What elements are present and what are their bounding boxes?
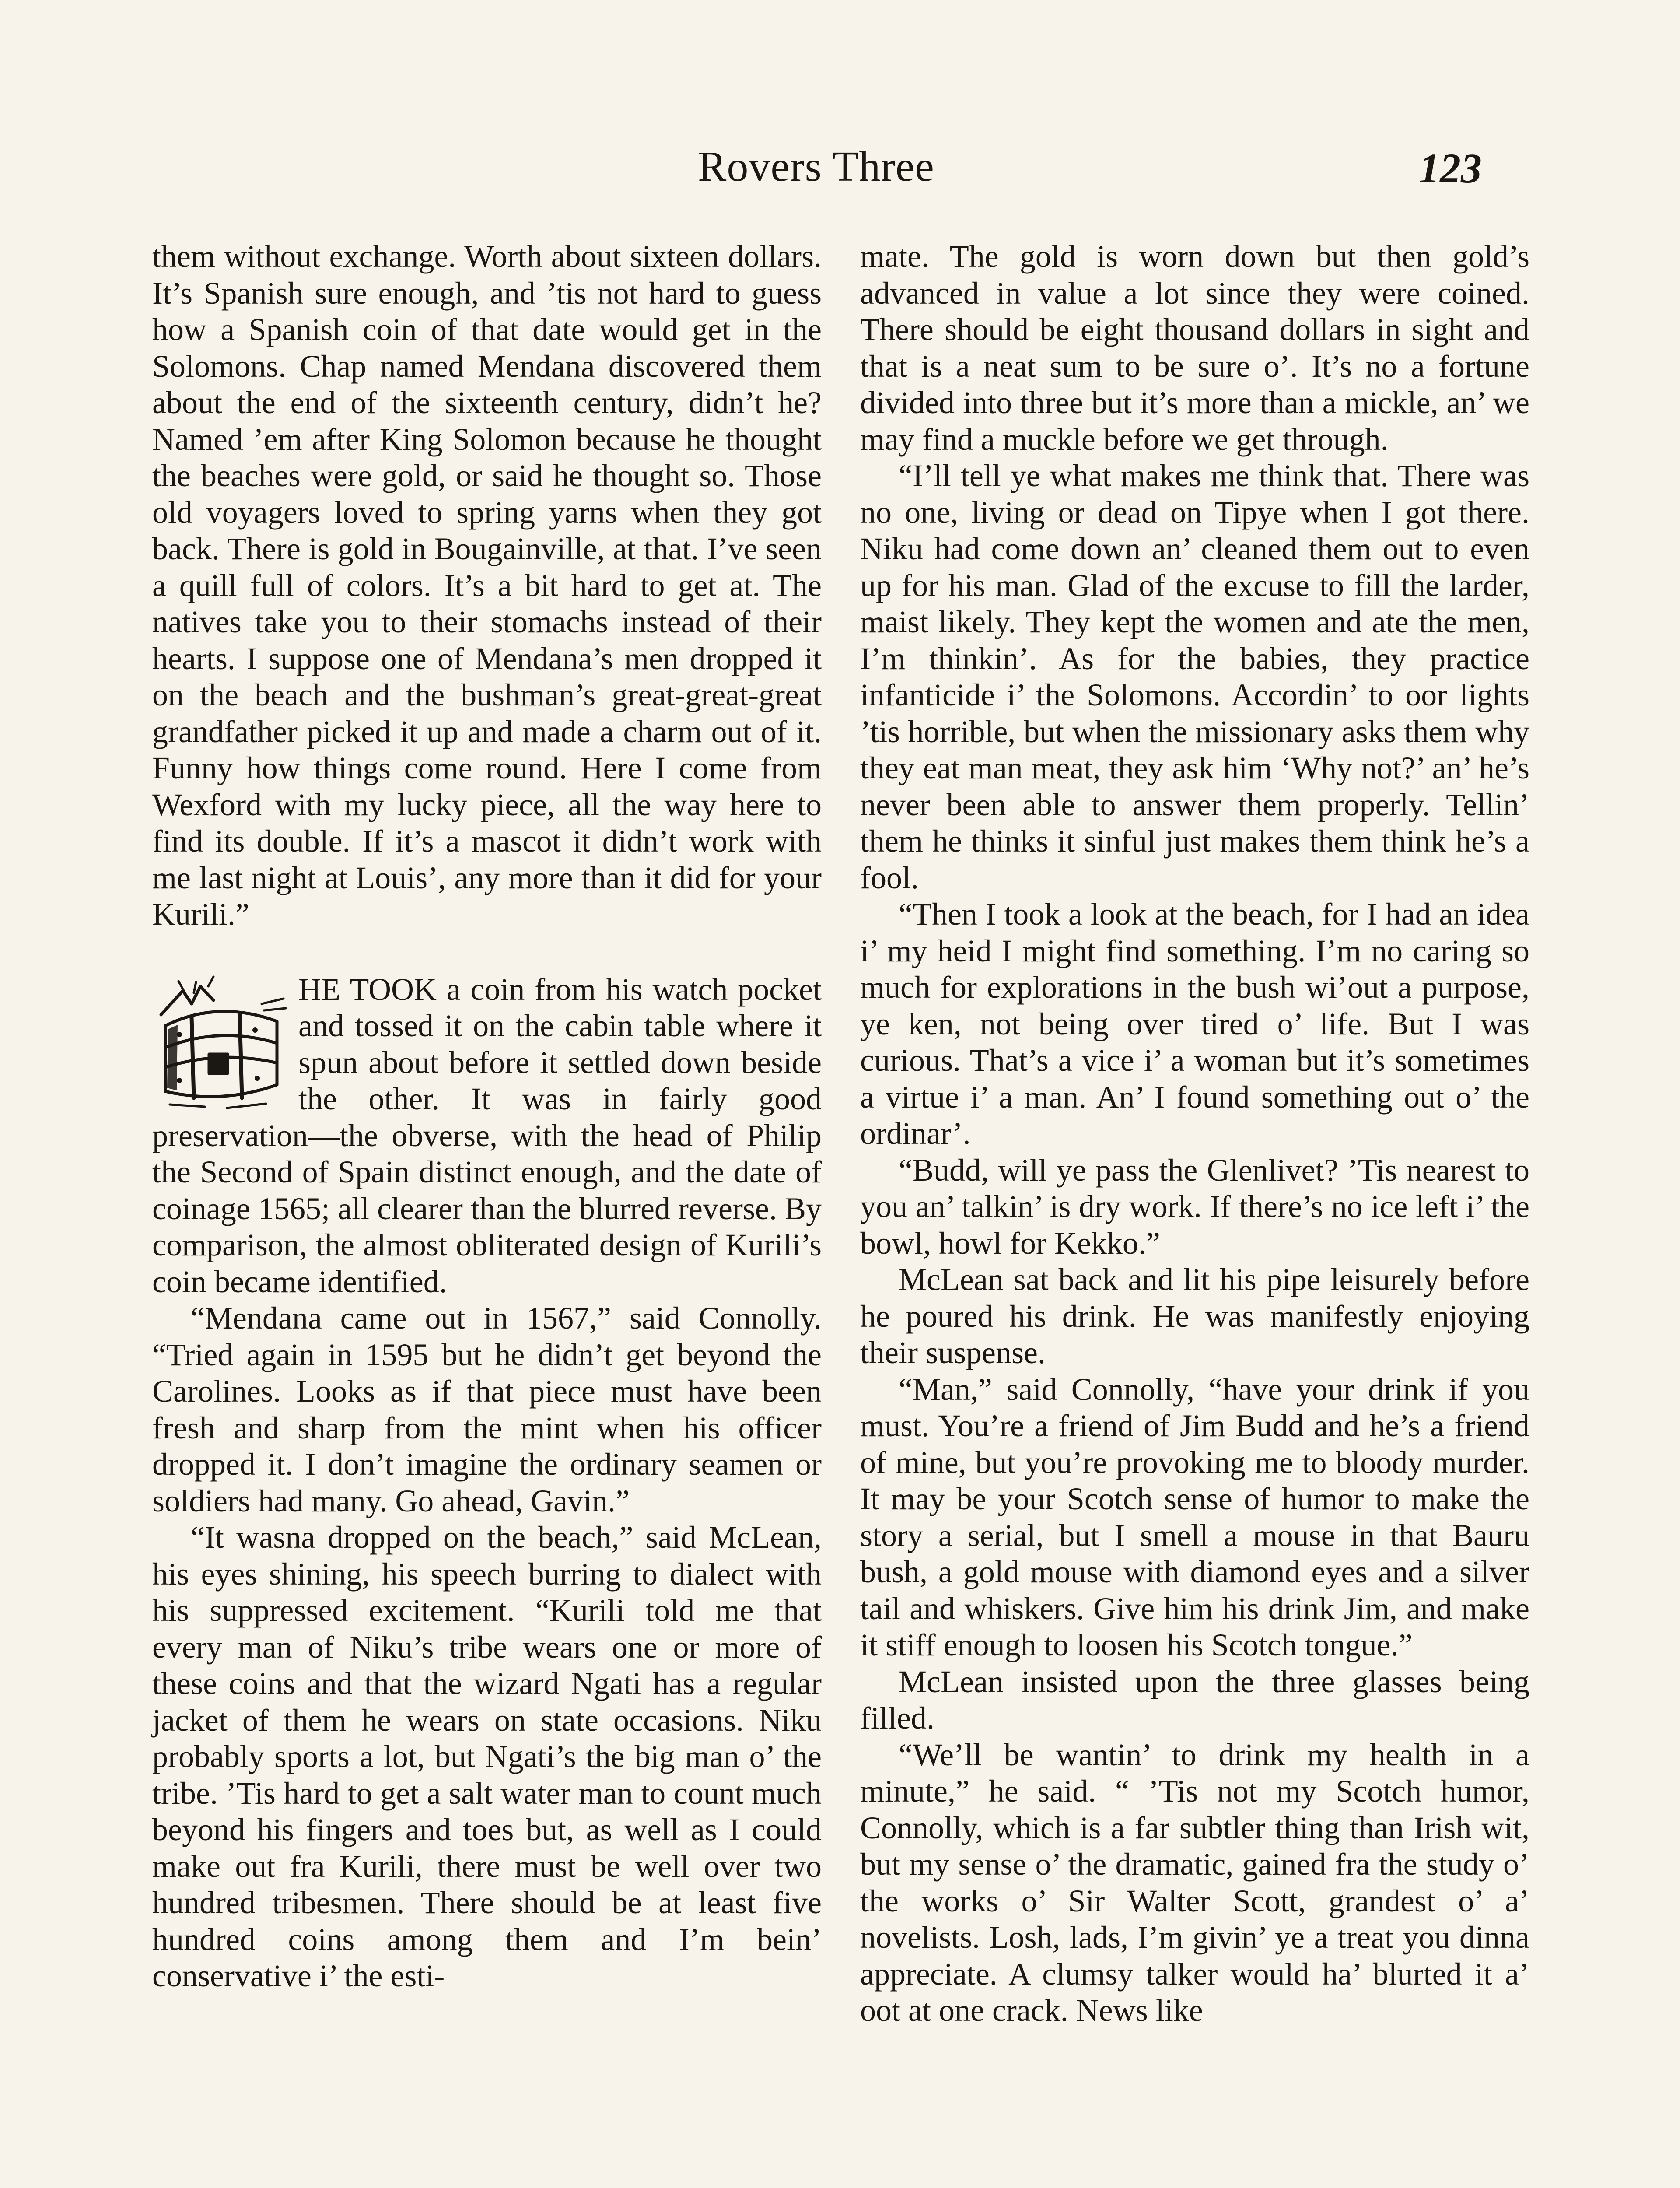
paragraph: “Man,” said Connolly, “have your drink if you must. You’re a friend of Jim Budd and he’s a friend of mine, but you’re provoking me to bloody murder. It may be your Scotch sense of humor to make the story a serial, but I smell a mouse in that Bauru bush, a gold mouse with diamond eyes and a silver tail and whiskers. Give him his drink Jim, and make it stiff enough to loosen his Scotch tongue.”	[860, 1371, 1530, 1662]
running-head	[0, 138, 1680, 195]
paragraph: “I’ll tell ye what makes me think that. There was no one, living or dead on Tipye when I got there. Niku had come down an’ cleaned them out to even up for his man. Glad of the excuse to fill the larder, maist likely. They kept the women and ate the men, I’m thinkin’. As for the babies, they practice infanticide i’ the Solomons. Accordin’ to oor lights ’tis horrible, but when the missionary asks them why they eat man meat, they ask him ‘Why not?’ an’ he’s never been able to answer them properly. Tellin’ them he thinks it sinful just makes them think he’s a fool.	[860, 458, 1530, 895]
paragraph: “Budd, will ye pass the Glenlivet? ’Tis nearest to you an’ talkin’ is dry work. If there’s no ice left i’ the bowl, howl for Kekko.”	[860, 1152, 1530, 1261]
paragraph: mate. The gold is worn down but then gold’s advanced in value a lot since they were coined. There should be eight thousand dollars in sight and that is a neat sum to be sure o’. It’s no a fortune divided into three but it’s more than a mickle, an’ we may find a muckle before we get through.	[860, 239, 1530, 457]
right-column	[860, 238, 1530, 2029]
left-column	[152, 238, 822, 1995]
page-number: 123	[1419, 145, 1482, 192]
paragraph: McLean insisted upon the three glasses being filled.	[860, 1664, 1530, 1736]
paragraph: “Mendana came out in 1567,” said Connolly. “Tried again in 1595 but he didn’t get beyond the Carolines. Looks as if that piece must have been fresh and sharp from the mint when his officer dropped it. I don’t imagine the ordinary seamen or soldiers had many. Go ahead, Gavin.”	[152, 1301, 822, 1518]
running-title: Rovers Three	[698, 143, 934, 190]
paragraph: “It wasna dropped on the beach,” said McLean, his eyes shining, his speech burring to dialect with his suppressed excitement. “Kurili told me that every man of Niku’s tribe wears one or more of these coins and that the wizard Ngati has a regular jacket of them he wears on state occasions. Niku probably sports a lot, but Ngati’s the big man o’ the tribe. ’Tis hard to get a salt water man to count much beyond his fingers and toes but, as well as I could make out fra Kurili, there must be well over two hundred tribesmen. There should be at least five hundred coins among them and I’m bein’ conservative i’ the esti-	[152, 1520, 822, 1993]
dropcap-paragraph	[152, 971, 822, 1301]
treasure-chest-illustration	[152, 973, 289, 1118]
dropcap-lead: HE TOOK	[298, 971, 437, 1007]
paragraph: them without exchange. Worth about sixteen dollars. It’s Spanish sure enough, and ’tis not hard to guess how a Spanish coin of that date would get in the Solomons. Chap named Mendana discovered them about the end of the sixteenth century, didn’t he? Named ’em after King Solomon because he thought the beaches were gold, or said he thought so. Those old voyagers loved to spring yarns when they got back. There is gold in Bougainville, at that. I’ve seen a quill full of colors. It’s a bit hard to get at. The natives take you to their stomachs instead of their hearts. I suppose one of Mendana’s men dropped it on the beach and the bushman’s great-great-great grandfather picked it up and made a charm out of it. Funny how things come round. Here I come from Wexford with my lucky piece, all the way here to find its double. If it’s a mascot it didn’t work with me last night at Louis’, any more than it did for your Kurili.”	[152, 239, 822, 932]
paragraph: “We’ll be wantin’ to drink my health in a minute,” he said. “ ’Tis not my Scotch humor, Connolly, which is a far subtler thing than Irish wit, but my sense o’ the dramatic, gained fra the study o’ the works o’ Sir Walter Scott, grandest o’ a’ novelists. Losh, lads, I’m givin’ ye a treat you dinna appreciate. A clumsy talker would ha’ blurted it a’ oot at one crack. News like	[860, 1737, 1530, 2028]
paragraph: “Then I took a look at the beach, for I had an idea i’ my heid I might find something. I’m no caring so much for explorations in the bush wi’out a purpose, ye ken, not being over tired o’ life. But I was curious. That’s a vice i’ a woman but it’s sometimes a virtue i’ a man. An’ I found something out o’ the ordinar’.	[860, 897, 1530, 1151]
paragraph: McLean sat back and lit his pipe leisurely before he poured his drink. He was manifestly enjoying their suspense.	[860, 1262, 1530, 1370]
paragraph-body: a coin from his watch pocket and tossed it on the cabin table where it spun about before it settled down beside the other. It was in fairly good preservation—the obverse, with the head of Philip the Second of Spain distinct enough, and the date of coinage 1565; all clearer than the blurred reverse. By comparison, the almost obliterated design of Kurili’s coin became identified.	[152, 971, 822, 1299]
